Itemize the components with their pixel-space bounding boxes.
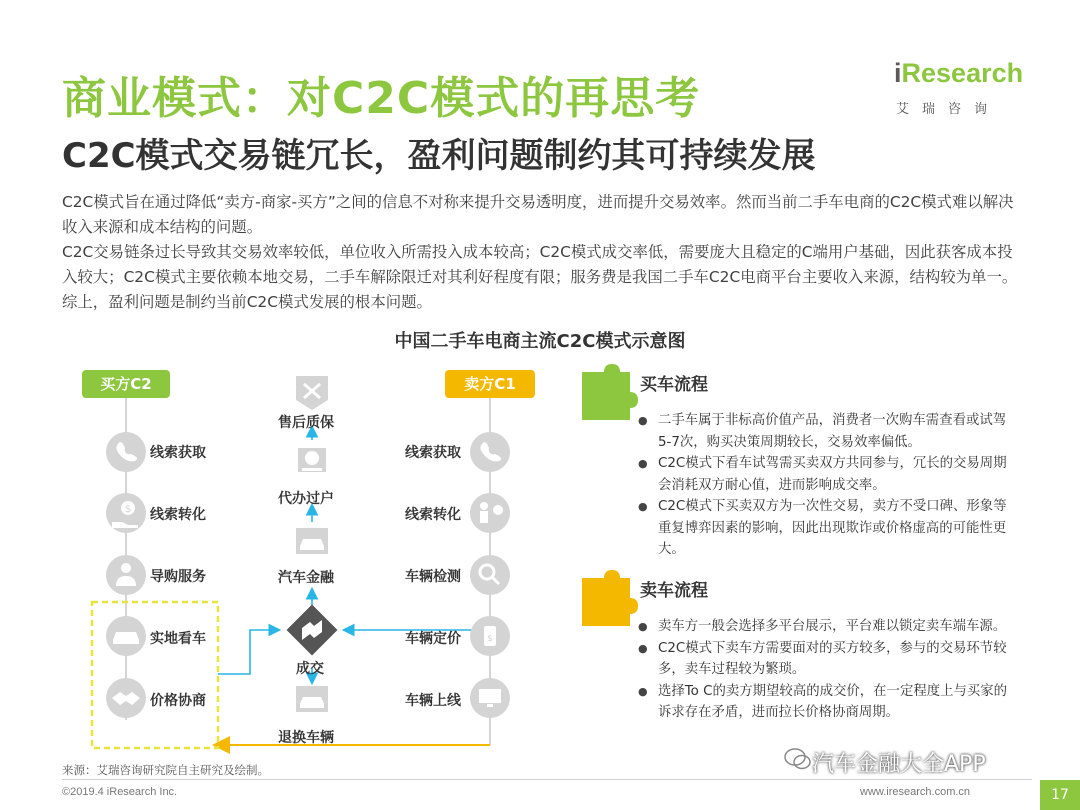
middle-step-vehicle-return: 退换车辆 [278,730,334,746]
buyer-to-deal-arrow [218,630,278,674]
seller-step-vehicle-listing: 车辆上线 [405,693,461,709]
buyer-step-lead-conversion: 线索转化 [150,507,206,523]
middle-step-deal: 成交 [296,661,324,677]
middle-step-after-sales-warranty: 售后质保 [278,415,334,431]
footer-divider [62,779,1032,780]
logo-research: Research [901,58,1024,88]
copyright: ©2019.4 iResearch Inc. [62,786,178,798]
source-note: 来源：艾瑞咨询研究院自主研究及绘制。 [62,763,269,777]
buy-section-heading: 买车流程 [640,375,708,395]
svg-text:$: $ [487,634,493,644]
sell-bullet: ● 卖车方一般会选择多平台展示，平台难以锁定卖车端车源。 [638,616,1010,638]
buy-bullet: ● C2C模式下看车试驾需买卖双方共同参与，冗长的交易周期会消耗双方耐心值，进而影响成交率。 [638,453,1010,496]
buyer-step-shopping-guide: 导购服务 [150,569,206,585]
seller-step-vehicle-inspection: 车辆检测 [405,569,461,585]
sell-section-heading: 卖车流程 [640,581,708,601]
seller-step-lead-conversion: 线索转化 [405,507,461,523]
page-subtitle: C2C模式交易链冗长，盈利问题制约其可持续发展 [62,136,816,176]
people-money-icon [470,493,510,533]
buy-puzzle-icon [582,364,638,420]
logo-i: i [894,58,902,88]
wrench-icon [296,376,328,410]
page-title: 商业模式：对C2C模式的再思考 [62,73,701,124]
page-number: 17 [1040,780,1080,810]
sell-bullet: ● C2C模式下卖车方需要面对的买方较多，参与的交易环节较多，卖车过程较为繁琐。 [638,638,1010,681]
buyer-step-lead-acquisition: 线索获取 [150,445,206,461]
intro-paragraph-1: C2C模式旨在通过降低“卖方-商家-买方”之间的信息不对称来提升交易透明度，进而提升交易效率。然而当前二手车电商的C2C模式难以解决收入来源和成本结构的问题。 [62,193,1014,236]
wechat-icon [784,748,812,770]
watermark: 汽车金融大全APP [812,752,986,777]
logo-cn: 艾瑞咨询 [896,102,1001,117]
buyer-c2-badge: 买方C2 [82,370,170,398]
middle-step-title-transfer: 代办过户 [278,491,334,507]
svg-text:$: $ [124,504,132,515]
diagram-title: 中国二手车电商主流C2C模式示意图 [394,331,686,352]
seller-step-vehicle-pricing: 车辆定价 [405,631,461,647]
buy-bullet: ● 二手车属于非标高价值产品，消费者一次购车需查看或试驾5-7次，购买决策周期较长，交易效率偏低。 [638,410,1010,453]
sell-puzzle-icon [582,570,638,626]
intro-paragraph-2: C2C交易链条过长导致其交易效率较低，单位收入所需投入成本较高；C2C模式成交率低，需要庞大且稳定的C端用户基础，因此获客成本投入较大；C2C模式主要依赖本地交易，二手车解除限迁对其利好程度有限；服务费是我国二手车C2C电商平台主要收入来源，结构较为单一。综上，盈利问题是制约当前C2C模式发展的根本问题。 [62,243,1018,311]
buy-bullet-list [638,410,1010,561]
buyer-step-price-negotiation: 价格协商 [150,693,206,709]
sell-bullet: ● 选择To C的卖方期望较高的成交价，在一定程度上与买家的诉求存在矛盾，进而拉长价格协商周期。 [638,681,1010,724]
buy-bullet: ● C2C模式下买卖双方为一次性交易，卖方不受口碑、形象等重复博弈因素的影响，因此出现欺诈或价格虚高的可能性更大。 [638,496,1010,561]
magnifier-icon [470,555,510,595]
buyer-step-car-viewing: 实地看车 [150,631,206,647]
middle-step-auto-finance: 汽车金融 [278,570,334,586]
seller-c1-badge: 卖方C1 [445,370,535,398]
seller-step-lead-acquisition: 线索获取 [405,445,461,461]
website-url: www.iresearch.com.cn [860,786,971,798]
phone-icon [106,432,146,472]
phone-icon [470,432,510,472]
salesperson-icon [106,555,146,595]
sell-bullet-list [638,616,1010,724]
